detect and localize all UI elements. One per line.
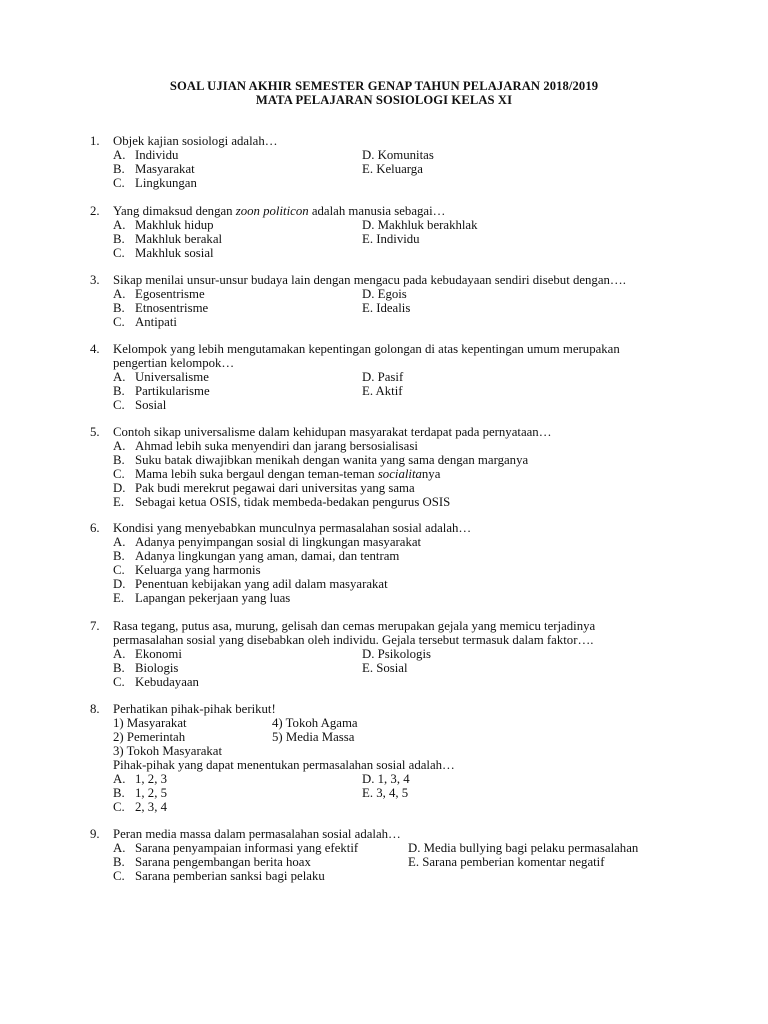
question-number: 9.	[90, 827, 100, 841]
option-d: D. Pak budi merekrut pegawai dari universitas yang sama	[113, 481, 415, 495]
question-number: 4.	[90, 342, 100, 356]
option-e: E. Idealis	[362, 301, 411, 315]
exam-subtitle: MATA PELAJARAN SOSIOLOGI KELAS XI	[255, 93, 513, 107]
option-b: B. 1, 2, 5	[113, 786, 167, 800]
question-number: 5.	[90, 425, 100, 439]
option-a: A. Egosentrisme	[113, 287, 205, 301]
option-b: B. Adanya lingkungan yang aman, damai, dan tentram	[113, 549, 400, 563]
exam-title: SOAL UJIAN AKHIR SEMESTER GENAP TAHUN PELAJARAN 2018/2019	[169, 79, 599, 93]
question-text-line1: Kelompok yang lebih mengutamakan kepentingan golongan di atas kepentingan umum merupakan	[113, 342, 620, 356]
option-c: C. Keluarga yang harmonis	[113, 563, 261, 577]
question-prompt: Pihak-pihak yang dapat menentukan permasalahan sosial adalah…	[113, 758, 455, 772]
option-c: C. Sosial	[113, 398, 167, 412]
list-item: 4) Tokoh Agama	[272, 716, 358, 730]
list-item: 2) Pemerintah	[113, 730, 186, 744]
list-item: 3) Tokoh Masyarakat	[113, 744, 223, 758]
question-number: 6.	[90, 521, 100, 535]
option-c: C. Sarana pemberian sanksi bagi pelaku	[113, 869, 325, 883]
option-e: E. Lapangan pekerjaan yang luas	[113, 591, 291, 605]
option-d: D. 1, 3, 4	[362, 772, 410, 786]
option-b: B. Etnosentrisme	[113, 301, 209, 315]
option-a: A. Individu	[113, 148, 179, 162]
option-c: C. Makhluk sosial	[113, 246, 214, 260]
option-e: E. 3, 4, 5	[362, 786, 409, 800]
option-a: A. 1, 2, 3	[113, 772, 167, 786]
question-text: Yang dimaksud dengan zoon politicon adalah manusia sebagai…	[113, 204, 446, 218]
option-c: C. Lingkungan	[113, 176, 197, 190]
option-d: D. Psikologis	[362, 647, 431, 661]
question-text: Sikap menilai unsur-unsur budaya lain dengan mengacu pada kebudayaan sendiri disebut dengan….	[113, 273, 626, 287]
option-e: E. Sosial	[362, 661, 408, 675]
option-e: E. Sebagai ketua OSIS, tidak membeda-bedakan pengurus OSIS	[113, 495, 451, 509]
option-e: E. Aktif	[362, 384, 403, 398]
option-a: A. Sarana penyampaian informasi yang efektif	[113, 841, 359, 855]
option-b: B. Suku batak diwajibkan menikah dengan wanita yang sama dengan marganya	[113, 453, 529, 467]
list-item: 5) Media Massa	[272, 730, 355, 744]
question-text: Perhatikan pihak-pihak berikut!	[113, 702, 276, 716]
option-d: D. Penentuan kebijakan yang adil dalam masyarakat	[113, 577, 388, 591]
option-a: A. Ahmad lebih suka menyendiri dan jarang bersosialisasi	[113, 439, 418, 453]
option-a: A. Universalisme	[113, 370, 209, 384]
question-number: 1.	[90, 134, 100, 148]
option-e: E. Individu	[362, 232, 420, 246]
option-d: D. Media bullying bagi pelaku permasalahan	[408, 841, 639, 855]
question-number: 2.	[90, 204, 100, 218]
option-d: D. Pasif	[362, 370, 404, 384]
question-number: 7.	[90, 619, 100, 633]
option-c: C. Mama lebih suka bergaul dengan teman-teman socialitanya	[113, 467, 441, 481]
option-d: D. Komunitas	[362, 148, 434, 162]
option-b: B. Sarana pengembangan berita hoax	[113, 855, 311, 869]
question-text-line2: permasalahan sosial yang disebabkan oleh individu. Gejala tersebut termasuk dalam faktor….	[113, 633, 594, 647]
option-b: B. Makhluk berakal	[113, 232, 223, 246]
option-c: C. Kebudayaan	[113, 675, 199, 689]
option-b: B. Biologis	[113, 661, 179, 675]
option-c: C. 2, 3, 4	[113, 800, 167, 814]
option-d: D. Makhluk berakhlak	[362, 218, 478, 232]
question-text: Kondisi yang menyebabkan munculnya permasalahan sosial adalah…	[113, 521, 472, 535]
option-b: B. Masyarakat	[113, 162, 195, 176]
list-item: 1) Masyarakat	[113, 716, 187, 730]
question-text: Peran media massa dalam permasalahan sosial adalah…	[113, 827, 401, 841]
question-text-line2: pengertian kelompok…	[113, 356, 235, 370]
option-a: A. Adanya penyimpangan sosial di lingkungan masyarakat	[113, 535, 422, 549]
option-e: E. Keluarga	[362, 162, 423, 176]
option-a: A. Makhluk hidup	[113, 218, 214, 232]
option-d: D. Egois	[362, 287, 407, 301]
option-a: A. Ekonomi	[113, 647, 182, 661]
question-text: Objek kajian sosiologi adalah…	[113, 134, 278, 148]
question-number: 3.	[90, 273, 100, 287]
option-c: C. Antipati	[113, 315, 177, 329]
option-b: B. Partikularisme	[113, 384, 210, 398]
question-number: 8.	[90, 702, 100, 716]
question-text-line1: Rasa tegang, putus asa, murung, gelisah dan cemas merupakan gejala yang memicu terjadinya	[113, 619, 596, 633]
question-text: Contoh sikap universalisme dalam kehidupan masyarakat terdapat pada pernyataan…	[113, 425, 552, 439]
option-e: E. Sarana pemberian komentar negatif	[408, 855, 605, 869]
